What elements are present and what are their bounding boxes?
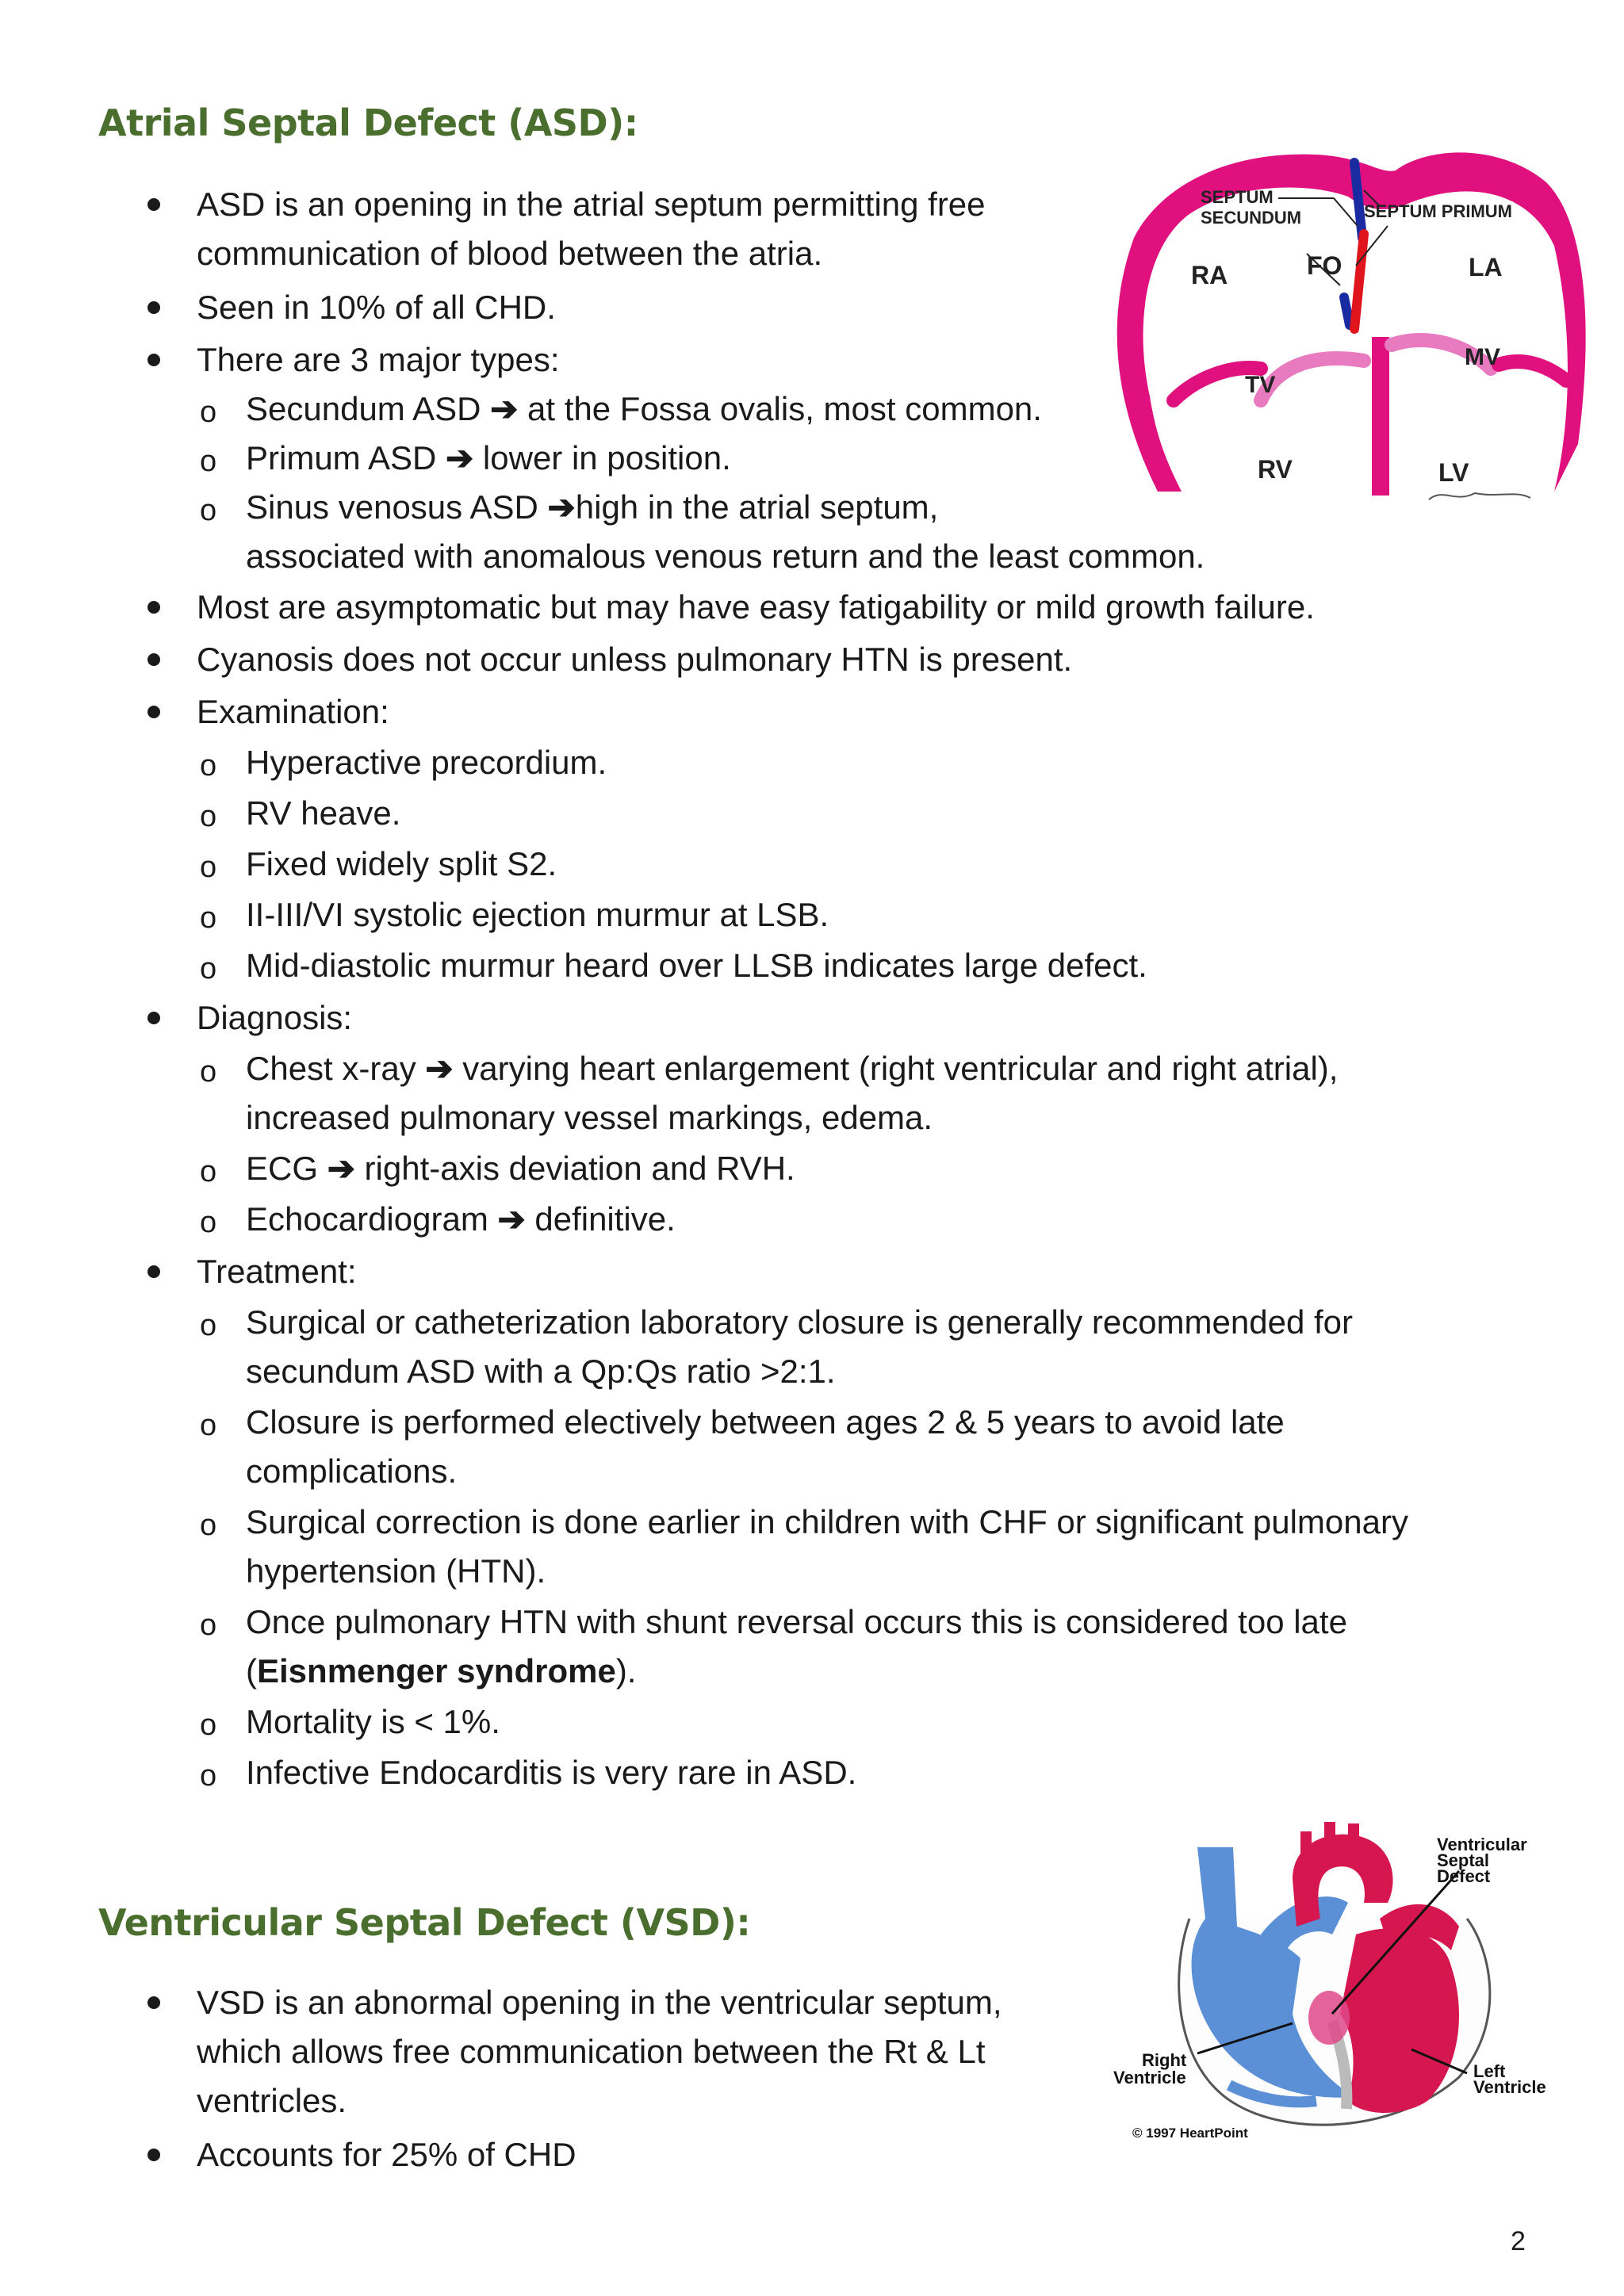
bullet-dot bbox=[147, 1265, 160, 1278]
sub-bullet-circle: o bbox=[200, 1309, 217, 1342]
tv-label: TV bbox=[1245, 372, 1276, 398]
tx-item-1-cont: secundum ASD with a Qp:Qs ratio >2:1. bbox=[246, 1353, 836, 1390]
vsd-heading: Ventricular Septal Defect (VSD): bbox=[98, 1901, 751, 1944]
sub-bullet-circle: o bbox=[200, 445, 217, 478]
dx-ecg: ECG ➔ right-axis deviation and RVH. bbox=[246, 1150, 795, 1187]
asd-type-sinus-venosus: Sinus venosus ASD ➔high in the atrial septum, bbox=[246, 488, 939, 526]
mv-label: MV bbox=[1465, 344, 1500, 370]
artist-signature bbox=[1429, 493, 1530, 499]
vsd-incidence: Accounts for 25% of CHD bbox=[197, 2136, 576, 2173]
sub-bullet-circle: o bbox=[200, 1709, 217, 1742]
exam-item: Hyperactive precordium. bbox=[246, 744, 607, 781]
sub-bullet-circle: o bbox=[200, 1409, 217, 1442]
vsd-definition-line1: VSD is an abnormal opening in the ventricular septum, bbox=[197, 1984, 1002, 2021]
right-ventricle-label: Ventricle bbox=[1113, 2068, 1186, 2087]
tricuspid-valve bbox=[1261, 358, 1364, 400]
lv-label: LV bbox=[1438, 458, 1469, 487]
vsd-label: Defect bbox=[1437, 1866, 1491, 1886]
septum-secundum-label: SEPTUM bbox=[1201, 187, 1274, 207]
rv-label: RV bbox=[1258, 455, 1293, 484]
bullet-dot bbox=[147, 1996, 160, 2009]
tx-item-6: Infective Endocarditis is very rare in ASD. bbox=[246, 1754, 857, 1791]
septum-primum-label: SEPTUM PRIMUM bbox=[1364, 201, 1512, 221]
fo-label: FO bbox=[1307, 251, 1342, 280]
sub-bullet-circle: o bbox=[200, 1609, 217, 1642]
sub-bullet-circle: o bbox=[200, 1055, 217, 1089]
vsd-heart-diagram bbox=[1094, 1816, 1570, 2149]
page-number: 2 bbox=[1511, 2226, 1526, 2256]
arrow-icon: ➔ bbox=[490, 390, 519, 427]
tx-item-4: Once pulmonary HTN with shunt reversal occurs this is considered too late bbox=[246, 1603, 1347, 1640]
septum-primum bbox=[1354, 234, 1364, 329]
left-av-ring bbox=[1499, 362, 1566, 381]
asd-cyanosis: Cyanosis does not occur unless pulmonary HTN is present. bbox=[197, 641, 1073, 678]
sub-bullet-circle: o bbox=[200, 1155, 217, 1188]
bullet-dot bbox=[147, 2149, 160, 2161]
asd-incidence: Seen in 10% of all CHD. bbox=[197, 289, 556, 326]
tx-item-2: Closure is performed electively between ages 2 & 5 years to avoid late bbox=[246, 1403, 1285, 1441]
bullet-dot bbox=[147, 653, 160, 666]
right-ventricle-label: Right bbox=[1142, 2050, 1187, 2070]
asd-type-primum: Primum ASD ➔ lower in position. bbox=[246, 439, 731, 476]
septal-defect-highlight bbox=[1308, 1991, 1350, 2045]
arrow-icon: ➔ bbox=[497, 1200, 526, 1238]
exam-item: RV heave. bbox=[246, 794, 401, 832]
asd-type-secundum: Secundum ASD ➔ at the Fossa ovalis, most common. bbox=[246, 390, 1042, 427]
tx-item-3-cont: hypertension (HTN). bbox=[246, 1552, 546, 1590]
tx-item-3: Surgical correction is done earlier in children with CHF or significant pulmonary bbox=[246, 1503, 1408, 1540]
exam-item: II-III/VI systolic ejection murmur at LSB. bbox=[246, 896, 829, 933]
tx-item-1: Surgical or catheterization laboratory closure is generally recommended for bbox=[246, 1303, 1354, 1341]
exam-item: Mid-diastolic murmur heard over LLSB indicates large defect. bbox=[246, 947, 1147, 984]
septum-secundum-lower bbox=[1344, 297, 1350, 325]
arrow-icon: ➔ bbox=[425, 1050, 454, 1087]
asd-heart-diagram bbox=[1102, 127, 1594, 515]
exam-item: Fixed widely split S2. bbox=[246, 845, 557, 882]
bullet-dot bbox=[147, 354, 160, 366]
left-ventricle-label: Ventricle bbox=[1473, 2077, 1546, 2097]
sub-bullet-circle: o bbox=[200, 749, 217, 783]
asd-definition-line1: ASD is an opening in the atrial septum permitting free bbox=[197, 186, 986, 223]
sub-bullet-circle: o bbox=[200, 494, 217, 527]
asd-exam-label: Examination: bbox=[197, 693, 389, 730]
asd-definition-line2: communication of blood between the atria. bbox=[197, 235, 823, 272]
bullet-dot bbox=[147, 1012, 160, 1024]
arrow-icon: ➔ bbox=[547, 488, 576, 526]
asd-type-sinus-venosus-cont: associated with anomalous venous return and the least common. bbox=[246, 538, 1205, 575]
arrow-icon: ➔ bbox=[446, 439, 474, 476]
sub-bullet-circle: o bbox=[200, 851, 217, 884]
asd-treatment-label: Treatment: bbox=[197, 1253, 357, 1290]
bullet-dot bbox=[147, 601, 160, 614]
bullet-dot bbox=[147, 198, 160, 211]
vsd-label: Septal bbox=[1437, 1850, 1490, 1870]
sub-bullet-circle: o bbox=[200, 1509, 217, 1542]
bullet-dot bbox=[147, 301, 160, 314]
sub-bullet-circle: o bbox=[200, 1759, 217, 1793]
bullet-dot bbox=[147, 706, 160, 718]
dx-chest-xray-cont: increased pulmonary vessel markings, edema. bbox=[246, 1099, 933, 1136]
eisenmenger-term: Eisnmenger syndrome bbox=[257, 1652, 616, 1689]
vsd-label: Ventricular bbox=[1437, 1835, 1527, 1854]
sub-bullet-circle: o bbox=[200, 952, 217, 985]
sub-bullet-circle: o bbox=[200, 396, 217, 429]
arrow-icon: ➔ bbox=[327, 1150, 355, 1187]
asd-symptoms: Most are asymptomatic but may have easy fatigability or mild growth failure. bbox=[197, 588, 1315, 626]
sub-bullet-circle: o bbox=[200, 1206, 217, 1239]
asd-types-intro: There are 3 major types: bbox=[197, 341, 560, 378]
left-ventricle-label: Left bbox=[1473, 2061, 1506, 2081]
asd-heading: Atrial Septal Defect (ASD): bbox=[98, 101, 638, 144]
copyright-text: © 1997 HeartPoint bbox=[1132, 2126, 1248, 2141]
tx-item-2-cont: complications. bbox=[246, 1452, 458, 1490]
dx-echo: Echocardiogram ➔ definitive. bbox=[246, 1200, 676, 1238]
la-label: LA bbox=[1469, 253, 1503, 281]
tx-item-5: Mortality is < 1%. bbox=[246, 1703, 500, 1740]
sub-bullet-circle: o bbox=[200, 901, 217, 935]
dx-chest-xray: Chest x-ray ➔ varying heart enlargement (right ventricular and right atrial), bbox=[246, 1050, 1339, 1087]
septum-secundum-label: SECUNDUM bbox=[1201, 208, 1302, 228]
sub-bullet-circle: o bbox=[200, 800, 217, 833]
vsd-definition-line2: which allows free communication between the Rt & Lt bbox=[197, 2033, 986, 2070]
ventricular-septum bbox=[1372, 337, 1389, 496]
asd-diagnosis-label: Diagnosis: bbox=[197, 999, 353, 1036]
vsd-definition-line3: ventricles. bbox=[197, 2082, 347, 2119]
tx-item-4-cont: (Eisnmenger syndrome). bbox=[246, 1652, 637, 1689]
ra-label: RA bbox=[1191, 261, 1228, 289]
